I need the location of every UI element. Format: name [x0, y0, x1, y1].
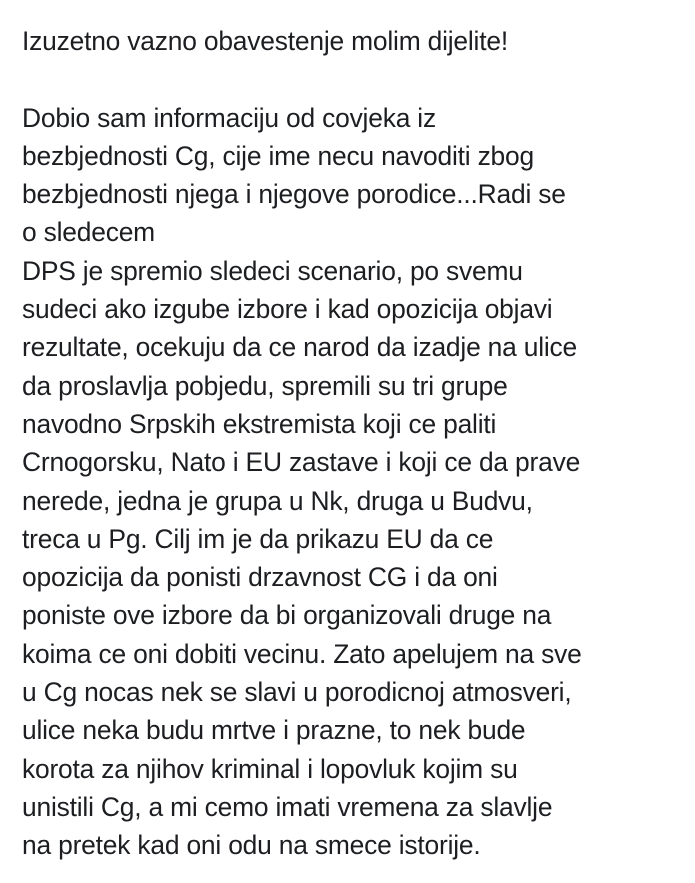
post-line: opozicija da ponisti drzavnost CG i da oni [22, 562, 498, 593]
post-line: korota za njihov kriminal i lopovluk kojim su [22, 753, 518, 784]
post-line: Crnogorsku, Nato i EU zastave i koji ce da prave [22, 447, 581, 478]
post-line: unistili Cg, a mi cemo imati vremena za slavlje [22, 791, 553, 822]
post-line: DPS je spremio sledeci scenario, po svemu [22, 255, 523, 286]
post-line: na pretek kad oni odu na smece istorije. [22, 830, 481, 861]
post-line: sudeci ako izgube izbore i kad opozicija objavi [22, 294, 553, 325]
post-line: bezbjednosti njega i njegove porodice...Radi se [22, 179, 566, 210]
post-line: ulice neka budu mrtve i prazne, to nek bude [22, 715, 526, 746]
post-line: nerede, jedna je grupa u Nk, druga u Budvu, [22, 485, 533, 516]
paragraph-gap [22, 60, 687, 98]
post-line: navodno Srpskih ekstremista koji ce paliti [22, 408, 497, 439]
post-body [22, 22, 687, 865]
post-line: u Cg nocas nek se slavi u porodicnoj atmosveri, [22, 677, 572, 708]
post-headline: Izuzetno vazno obavestenje molim dijelite! [22, 26, 508, 56]
post-line: treca u Pg. Cilj im je da prikazu EU da ce [22, 523, 494, 554]
post-line: bezbjednosti Cg, cije ime necu navoditi zbog [22, 140, 534, 171]
post-line: rezultate, ocekuju da ce narod da izadje na ulice [22, 332, 578, 363]
post-line: poniste ove izbore da bi organizovali druge na [22, 600, 552, 631]
post-line: koima ce oni dobiti vecinu. Zato apelujem na sve [22, 638, 582, 669]
post-line: o sledecem [22, 217, 155, 248]
post-line: Dobio sam informaciju od covjeka iz [22, 102, 436, 133]
post-line: da proslavlja pobjedu, spremili su tri grupe [22, 370, 508, 401]
